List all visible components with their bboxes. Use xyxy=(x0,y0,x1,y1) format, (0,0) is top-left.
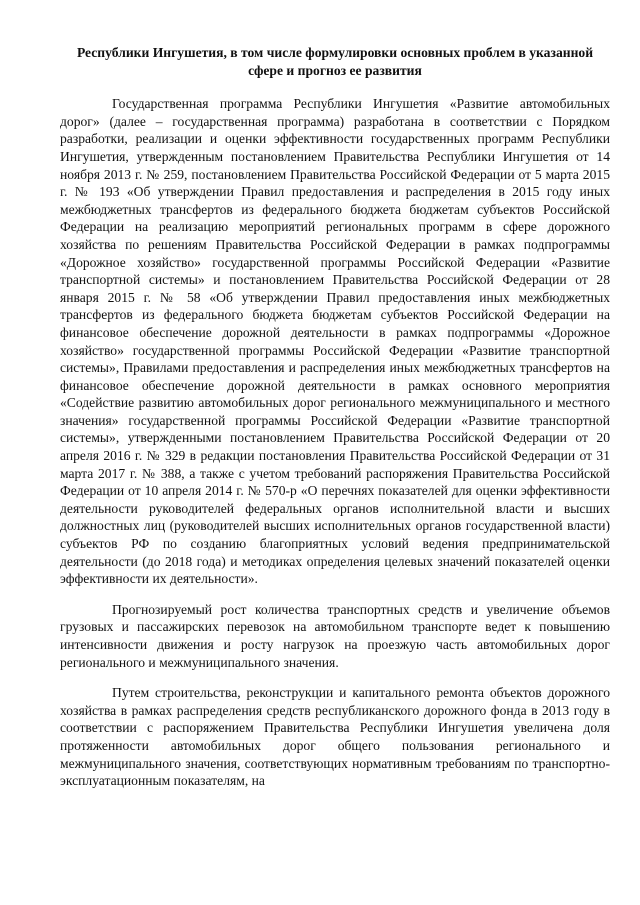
paragraph-traffic-forecast: Прогнозируемый рост количества транспортных средств и увеличение объемов грузовых и пассажирских перевозок на автомобильном транспорте ведет к повышению интенсивности движения и росту нагрузок на проезжую часть автомобильных дорог регионального и межмуниципального значения. xyxy=(60,601,610,670)
paragraph-program-basis: Государственная программа Республики Ингушетия «Развитие автомобильных дорог» (далее – государственная программа) разработана в соответствии с Порядком разработки, реализации и оценки эффективности государственных программ Республики Ингушетия, утвержденным постановлением Правительства Республики Ингушетия от 14 ноября 2013 г. № 259, постановлением Правительства Российской Федерации от 5 марта 2015 г. № 193 «Об утверждении Правил предоставления и распределения в 2015 году иных межбюджетных трансфертов из федерального бюджета бюджетам субъектов Российской Федерации на реализацию мероприятий региональных программ в сфере дорожного хозяйства по решениям Правительства Российской Федерации в рамках подпрограммы «Дорожное хозяйство» государственной программы Российской Федерации «Развитие транспортной системы» и постановлением Правительства Российской Федерации от 28 января 2015 г. № 58 «Об утверждении Правил предоставления иных межбюджетных трансфертов из федерального бюджета бюджетам субъектов Российской Федерации на финансовое обеспечение дорожной деятельности в рамках подпрограммы «Дорожное хозяйство» государственной программы Российской Федерации «Развитие транспортной системы», Правилами предоставления и распределения иных межбюджетных трансфертов на финансовое обеспечение дорожной деятельности в рамках основного мероприятия «Содействие развитию автомобильных дорог регионального межмуниципального и местного значения» государственной программы Российской Федерации «Развитие транспортной системы», утвержденными постановлением Правительства Российской Федерации от 20 апреля 2016 г. № 329 в редакции постановления Правительства Российской Федерации от 31 марта 2017 г. № 388, а также с учетом требований распоряжения Правительства Российской Федерации от 10 апреля 2014 г. № 570-р «О перечнях показателей для оценки эффективности деятельности руководителей федеральных органов исполнительной власти и высших должностных лиц (руководителей высших исполнительных органов государственной власти) субъектов РФ по созданию благоприятных условий ведения предпринимательской деятельности (до 2018 года) и методиках определения целевых значений показателей оценки эффективности их деятельности». xyxy=(60,96,610,587)
document-page xyxy=(60,44,610,803)
paragraph-road-construction: Путем строительства, реконструкции и капитального ремонта объектов дорожного хозяйства в рамках распределения средств республиканского дорожного фонда в 2013 году в соответствии с распоряжением Правительства Республики Ингушетия увеличена доля протяженности автомобильных дорог общего пользования регионального и межмуниципального значения, соответствующих нормативным требованиям по транспортно-эксплуатационным показателям, на xyxy=(60,685,610,789)
section-title: Республики Ингушетия, в том числе формулировки основных проблем в указанной сфере и прогноз ее развития xyxy=(76,45,594,78)
